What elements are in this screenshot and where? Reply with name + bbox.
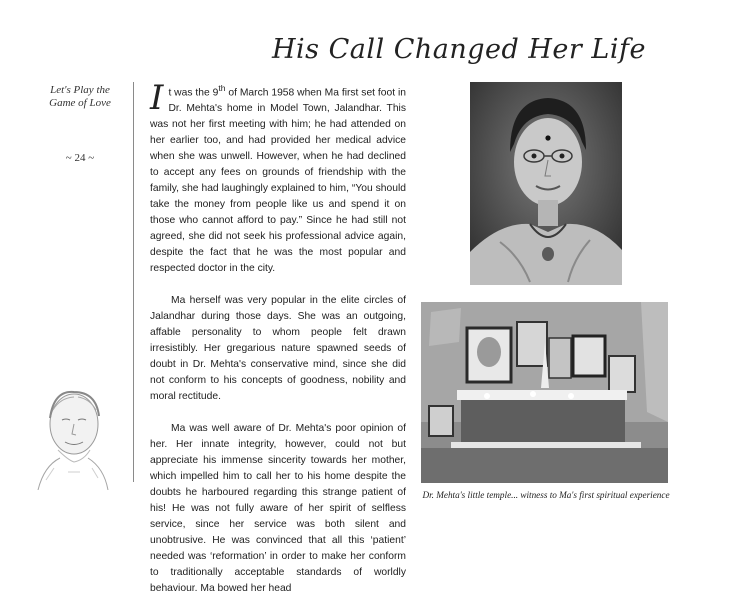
section-title-line-2: Game of Love (49, 97, 111, 109)
drop-cap: I (150, 78, 164, 118)
margin-divider (133, 82, 134, 482)
paragraph-1 (150, 80, 406, 277)
article-text (150, 80, 406, 597)
temple-photo (421, 302, 668, 483)
portrait-sketch-image (28, 380, 120, 495)
paragraph-1-rest: of March 1958 when Ma first set foot in Dr. Mehta's home in Model Town, Jalandhar. This was not her first meeting with him; he had attended on her earlier too, and had provided her medical advice when she was unwell. However, when he had declined to accept any fees on grounds of friendship with the family, she had laughingly explained to him, “You should take the money from people like us and spend it on those who cannot afford to pay.” Since he had still not agreed, she did not seek his professional advice again, despite the fact that he was the most popular and respected doctor in the city. (150, 87, 407, 275)
paragraph-1-start: t was the 9 (168, 87, 219, 99)
page-number: ~ 24 ~ (65, 152, 95, 164)
portrait-photo (470, 82, 622, 285)
book-section-title (40, 84, 120, 110)
ordinal-suffix: th (218, 83, 226, 93)
temple-photo-caption: Dr. Mehta's little temple... witness to Ma's first spiritual experience (422, 490, 670, 500)
page-title: His Call Changed Her Life (272, 34, 646, 65)
paragraph-3: Ma was well aware of Dr. Mehta's poor opinion of her. Her innate integrity, however, could not but appreciate his immense sincerity towards her mother, which impelled him to call her to his home despite the doubts he harboured regarding this strange patient of his! He was not fully aware of her spirit of selfless service, since her service was both silent and unobtrusive. He was convinced that all this ‘patient’ needed was ‘reformation’ in order to make her conform to traditionally acceptable standards of worldly behaviour. Ma bowed her head (150, 423, 406, 595)
section-title-line-1: Let's Play the (50, 84, 110, 96)
paragraph-2: Ma herself was very popular in the elite circles of Jalandhar during those days. She was an outgoing, affable personality to whom people felt drawn irresistibly. Her gregarious nature spawned seeds of doubt in Dr. Mehta's conservative mind, since she did not conform to his concepts of goodness, nobility and moral rectitude. (150, 295, 406, 403)
